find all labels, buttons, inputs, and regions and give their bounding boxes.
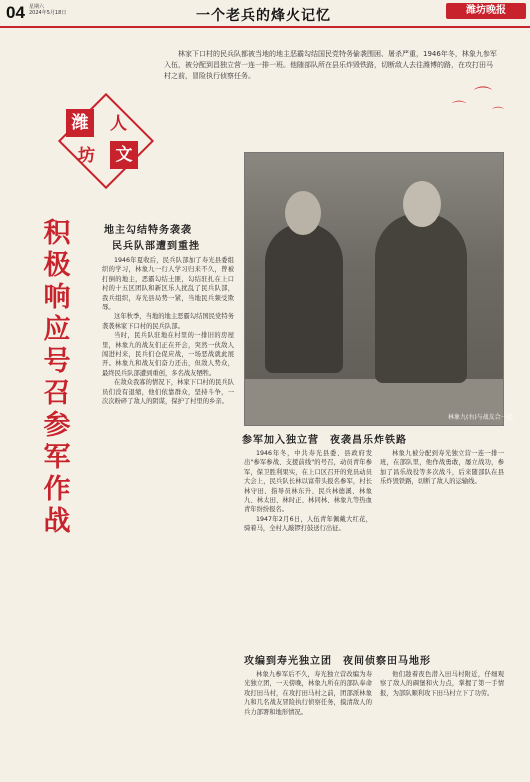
bird-icon: ⌒ (492, 106, 505, 120)
page-header (0, 0, 530, 28)
section3-body-right (380, 670, 504, 776)
logo-char: 人 (110, 114, 127, 134)
page-date (29, 4, 66, 16)
header-rule (0, 26, 530, 28)
section2-body-right (380, 449, 504, 649)
section1-body (102, 256, 234, 776)
weekday: 星期六 (29, 4, 45, 10)
date: 2024年5月18日 (29, 10, 67, 16)
paragraph: 当时，民兵队驻地在村里的一排旧的房屋里，林象九的战友们正在开会，突然一伙敌人闯进村来，民兵们仓促应战，一场恶战就此展开。林象九和战友们奋力还击，但敌人势众，最终民兵队部遭到重创，多名战友牺牲。 (102, 332, 234, 377)
section1-title2: 民兵队部遭到重挫 (112, 241, 200, 252)
logo-char: 文 (110, 141, 138, 169)
column-logo (58, 93, 150, 185)
section1-title: 地主勾结特务袭袭 (104, 225, 192, 236)
paragraph: 他们趁着夜色潜入田马村附近，仔细观察了敌人的碉堡和火力点，掌握了第一手情报，为部队顺利攻下田马村立下了功劳。 (380, 671, 504, 697)
photo-head-left (285, 191, 321, 235)
paragraph: 林象九参军后不久，寿光独立营改编为寿光独立团，一天傍晚，林象九所在的部队奉命攻打田马村，在攻打田马村之前，团部派林象九和几名战友冒险执行侦察任务，摸清敌人的兵力部署和地形情况。 (244, 671, 372, 716)
section3-body-left (244, 670, 372, 776)
logo-frame (58, 93, 154, 189)
photo-figure-right (375, 213, 467, 383)
section3-title: 攻编到寿光独立团 夜间侦察田马地形 (244, 656, 431, 667)
brand-logo: 潍坊晚报 (446, 3, 526, 19)
photo-figure-left (265, 223, 343, 373)
historical-photo (244, 152, 504, 426)
paragraph: 在敌众我寡的情况下，林家下口村的民兵队员们没有退缩，他们依靠群众，坚持斗争，一次次粉碎了敌人的阴谋，保护了村里的乡亲。 (102, 379, 234, 406)
bird-icon: ⌒ (452, 101, 466, 117)
paragraph: 这年秋季，当地的地主恶霸勾结国民党特务袭袭林家下口村的民兵队部。 (102, 313, 234, 330)
page-title: 一个老兵的烽火记忆 (196, 9, 331, 24)
photo-head-right (403, 181, 441, 227)
logo-char: 潍 (66, 109, 94, 137)
paragraph: 1946年夏收后，民兵队部加了寿光县委组织的学习，林象九一行人学习归来不久，曾被打倒的地主，恶霸勾结土匪，勾结驻扎在上口村的十五区团队和新区乐人扰乱了民兵队部，我兵组织，寿光县局势一紧，当地民兵频受欺辱。 (102, 257, 234, 312)
section2-body-left (244, 449, 372, 649)
section2-title: 参军加入独立营 夜袭昌乐炸铁路 (242, 435, 407, 446)
vertical-headline: 积极响应号召参军作战 (43, 218, 71, 537)
logo-char: 坊 (78, 146, 95, 166)
paragraph: 1946年冬，中共寿光县委、县政府发出"参军参战、支援前线"的号召，动员青年参军，保卫胜利果实，在上口区召开的党员动员大会上，民兵队长林以富带头报名参军，村长林守田、指导员林东升、民兵林德溪、林象九、林太田、林时正、林同林、林象九等热血青年纷纷报名。 (244, 450, 372, 514)
intro-paragraph: 林家下口村的民兵队都被当地的地主恶霸勾结国民党特务偷袭围困、屠杀严重，1946年冬，林象九参军入伍，被分配到昌独立营一连一排一班。他随部队所在县乐炸毁铁路，切断敌人去往潍博的路，在攻打田马村之前，冒险执行侦察任务。 (164, 50, 497, 80)
paragraph: 1947年2月6日，人伍青年佩戴大红花，骑着马，全村人敲锣打鼓送行出征。 (244, 515, 372, 533)
photo-caption: 林象九(右)与战友合一起。 (448, 414, 519, 421)
paragraph: 林象九被分配到寿光独立营一连一排一班，在部队里，他作战勇敢，屡立战功，参加了昌乐战役等多次战斗，后来随部队在县乐炸毁铁路，切断了敌人的运输线。 (380, 450, 504, 486)
bird-icon: ⌒ (474, 86, 492, 107)
page-number: 04 (6, 3, 25, 22)
